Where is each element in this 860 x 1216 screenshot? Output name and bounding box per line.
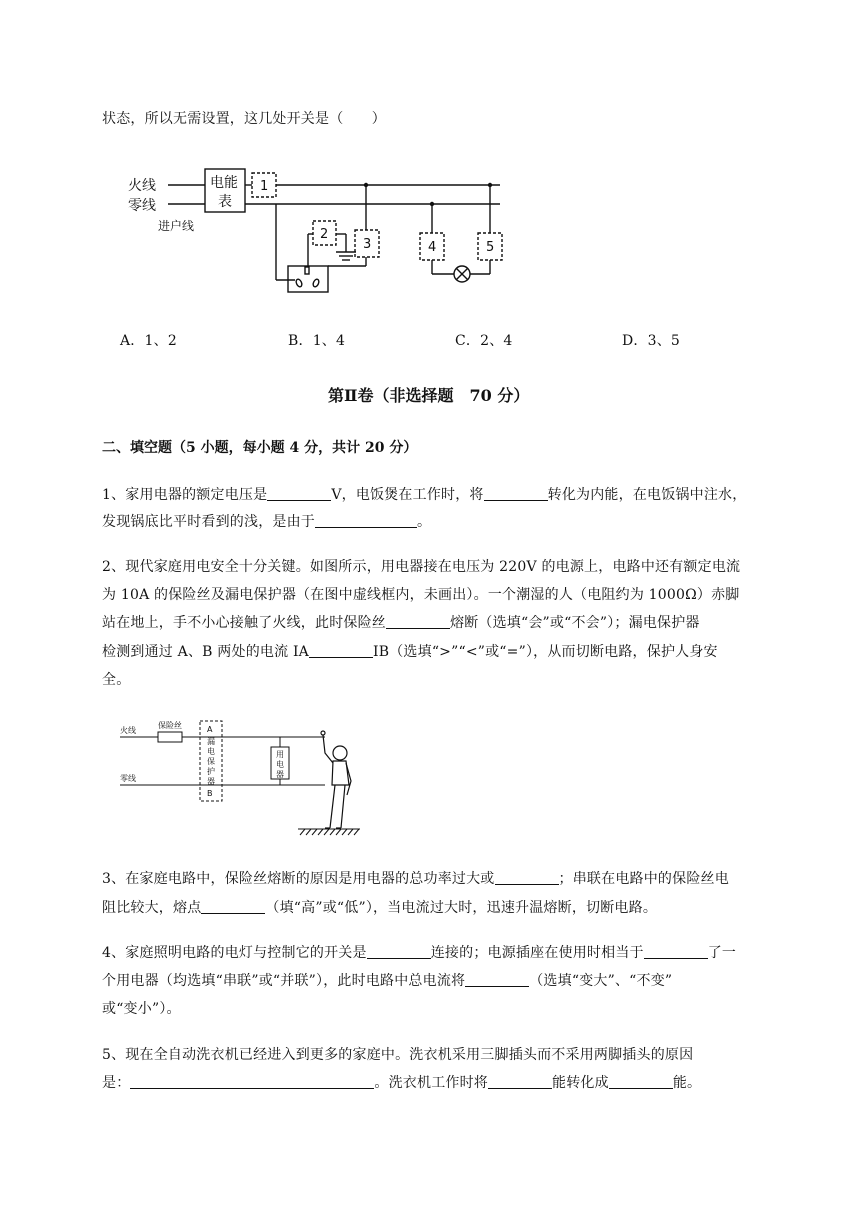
protector-char-2: 电 (207, 747, 215, 756)
q1-text-a: 1、家用电器的额定电压是 (102, 487, 268, 503)
part2-title: 第Ⅱ卷（非选择题 70 分） (328, 386, 530, 405)
question-stem-tail: 状态，所以无需设置，这几处开关是（ ） (102, 111, 386, 127)
q4-blank-2[interactable] (644, 944, 708, 959)
q4-text-d: 个用电器（均选填“串联”或“并联”），此时电路中总电流将 (102, 973, 466, 989)
q1-blank-2[interactable] (484, 486, 548, 501)
q2-line2: 为 10A 的保险丝及漏电保护器（在图中虚线框内，未画出）。一个潮湿的人（电阻约为 1000Ω）赤脚 (102, 587, 740, 603)
q3-line2 (102, 897, 657, 917)
q2-line1: 2、现代家庭用电安全十分关键。如图所示，用电器接在电压为 220V 的电源上，电路中还有额定电流 (102, 559, 741, 575)
q2-line5: 全。 (102, 672, 131, 688)
box-label-3: 3 (363, 237, 372, 252)
q4-text-b: 连接的；电源插座在使用时相当于 (430, 945, 644, 961)
option-a[interactable]: A．1、2 (120, 333, 177, 349)
appliance-char-1: 用 (276, 750, 284, 759)
option-c[interactable]: C．2、4 (455, 333, 513, 349)
box-label-2: 2 (320, 227, 329, 242)
q3-blank-1[interactable] (495, 870, 559, 885)
q5-line1: 5、现在全自动洗衣机已经进入到更多的家庭中。洗衣机采用三脚插头而不采用两脚插头的原因 (102, 1047, 694, 1063)
option-d[interactable]: D．3、5 (622, 333, 681, 349)
q1-text-e: 。 (417, 514, 432, 530)
q1-text-d: 发现锅底比平时看到的浅，是由于 (102, 514, 315, 530)
protector-char-5: 器 (207, 777, 215, 786)
label-fuse: 保险丝 (158, 721, 182, 730)
q4-blank-3[interactable] (465, 972, 529, 987)
q1-text-c: 转化为内能，在电饭锅中注水， (547, 487, 747, 503)
label-entry: 进户线 (158, 219, 195, 233)
q2-line3 (102, 612, 700, 632)
q2-text-c: 检测到通过 A、B 两处的电流 IA (102, 644, 309, 660)
q5-blank-2[interactable] (488, 1074, 552, 1089)
q5-blank-1[interactable] (130, 1074, 374, 1089)
q2-blank-1[interactable] (386, 614, 450, 629)
q3-text-a: 3、在家庭电路中，保险丝熔断的原因是用电器的总功率过大或 (102, 871, 495, 887)
meter-label-1: 电能 (210, 175, 238, 191)
label-neutral-2: 零线 (120, 774, 136, 783)
q4-text-c: 了一 (707, 945, 737, 961)
box-label-1: 1 (260, 179, 269, 194)
q1-line2 (102, 511, 431, 531)
label-live-2: 火线 (120, 726, 136, 735)
label-neutral: 零线 (128, 198, 156, 214)
q2-text-d: IB（选填“>”“<”或“=”），从而切断电路，保护人身安 (373, 644, 718, 660)
q1-blank-1[interactable] (267, 486, 331, 501)
q4-text-e: （选填“变大”、“不变” (529, 973, 673, 989)
protector-label-a: A (207, 725, 213, 734)
appliance-char-3: 器 (276, 770, 284, 779)
circuit-diagram-leakage (120, 715, 390, 837)
protector-char-4: 护 (207, 767, 215, 776)
q4-line1 (102, 942, 736, 962)
q5-line2 (102, 1072, 701, 1092)
protector-char-1: 漏 (207, 737, 215, 746)
q1-text-b: V，电饭煲在工作时，将 (331, 487, 484, 503)
circuit-diagram-switches (120, 160, 520, 300)
q5-blank-3[interactable] (609, 1074, 673, 1089)
box-label-5: 5 (486, 240, 495, 255)
section2-heading: 二、填空题（5 小题，每小题 4 分，共计 20 分） (102, 440, 418, 456)
q4-line3: 或“变小”）。 (102, 1001, 181, 1017)
q2-text-a: 站在地上，手不小心接触了火线，此时保险丝 (102, 615, 386, 631)
q4-line2 (102, 970, 672, 990)
option-b[interactable]: B．1、4 (288, 333, 346, 349)
person-figure (321, 731, 351, 828)
q4-blank-1[interactable] (367, 944, 431, 959)
q2-line4 (102, 641, 718, 661)
q3-line1 (102, 868, 729, 888)
appliance-char-2: 电 (276, 760, 284, 769)
q3-blank-2[interactable] (201, 899, 265, 914)
q1-blank-3[interactable] (315, 513, 417, 528)
meter-label-2: 表 (218, 194, 232, 210)
q1-line1 (102, 484, 746, 504)
q2-text-b: 熔断（选填“会”或“不会”）；漏电保护器 (450, 615, 700, 631)
q3-text-c: 阻比较大，熔点 (102, 900, 202, 916)
box-label-4: 4 (428, 240, 437, 255)
q4-text-a: 4、家庭照明电路的电灯与控制它的开关是 (102, 945, 367, 961)
q5-text-c: 能转化成 (552, 1075, 609, 1091)
q2-blank-2[interactable] (309, 643, 373, 658)
q3-text-d: （填“高”或“低”），当电流过大时，迅速升温熔断，切断电路。 (265, 900, 658, 916)
q5-text-b: 。洗衣机工作时将 (374, 1075, 489, 1091)
q5-text-a: 是： (102, 1075, 131, 1091)
q5-text-d: 能。 (672, 1075, 702, 1091)
protector-char-3: 保 (207, 757, 215, 766)
label-live: 火线 (128, 178, 156, 194)
protector-label-b: B (207, 789, 213, 798)
q3-text-b: ；串联在电路中的保险丝电 (558, 871, 729, 887)
